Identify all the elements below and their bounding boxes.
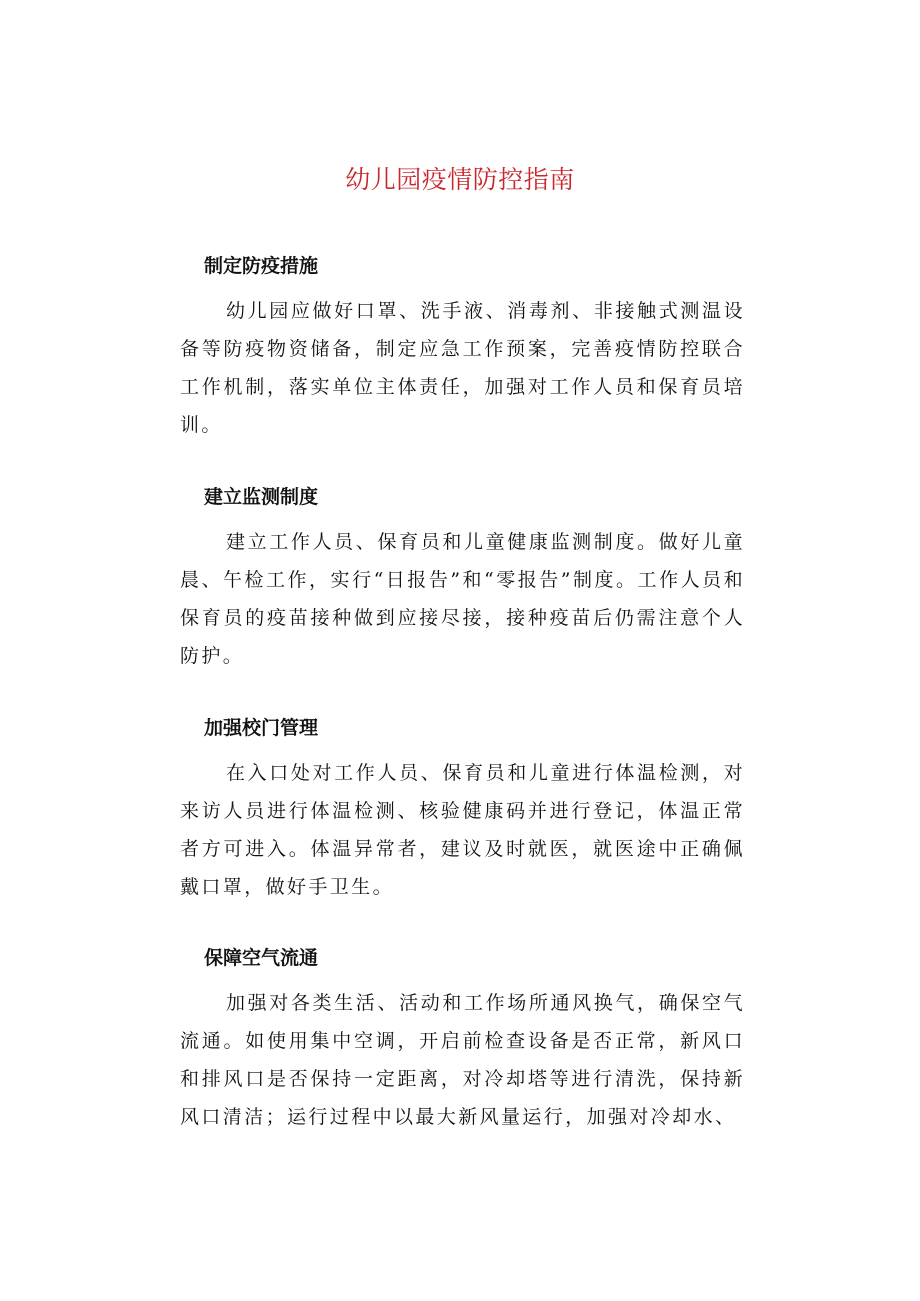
- section-prevention-measures: [180, 252, 745, 444]
- section-paragraph: 幼儿园应做好口罩、洗手液、消毒剂、非接触式测温设备等防疫物资储备，制定应急工作预案，完善疫情防控联合工作机制，落实单位主体责任，加强对工作人员和保育员培训。: [180, 300, 745, 436]
- section-heading: 制定防疫措施: [204, 255, 319, 277]
- section-heading: 保障空气流通: [204, 947, 319, 969]
- section-paragraph: 在入口处对工作人员、保育员和儿童进行体温检测，对来访人员进行体温检测、核验健康码并进行登记，体温正常者方可进入。体温异常者，建议及时就医，就医途中正确佩戴口罩，做好手卫生。: [180, 762, 745, 898]
- section-paragraph: 加强对各类生活、活动和工作场所通风换气，确保空气流通。如使用集中空调，开启前检查设备是否正常，新风口和排风口是否保持一定距离，对冷却塔等进行清洗，保持新风口清洁；运行过程中以最大新风量运行，加强对冷却水、: [180, 992, 745, 1128]
- document-title: 幼儿园疫情防控指南: [345, 165, 575, 194]
- section-air-circulation: [180, 944, 745, 1136]
- section-heading: 加强校门管理: [204, 717, 319, 739]
- section-paragraph: 建立工作人员、保育员和儿童健康监测制度。做好儿童晨、午检工作，实行“日报告”和“零报告”制度。工作人员和保育员的疫苗接种做到应接尽接，接种疫苗后仍需注意个人防护。: [180, 531, 745, 667]
- section-heading: 建立监测制度: [204, 486, 319, 508]
- section-monitoring-system: [180, 483, 745, 675]
- section-gate-management: [180, 714, 745, 906]
